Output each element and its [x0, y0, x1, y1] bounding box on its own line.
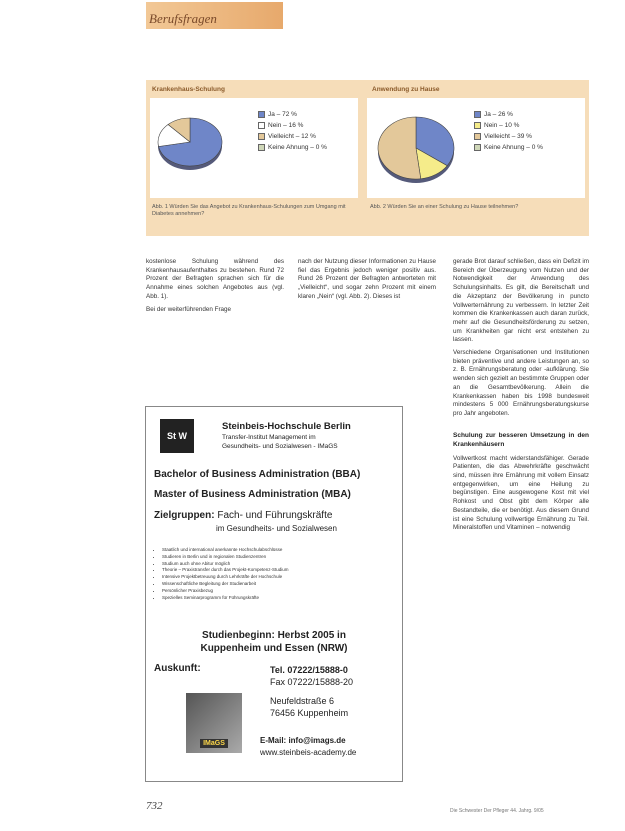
ad-sub2: Gesundheits- und Sozialwesen - IMaGS: [222, 443, 338, 450]
ad-bullet: • Spezielles Seminarprogramm für Führungskräfte: [162, 595, 402, 602]
ad-bullet: • Persönlicher Praxisbezug: [162, 588, 402, 595]
legend-item: [258, 142, 327, 153]
legend-swatch: [258, 111, 265, 118]
legend-label: Nein – 16 %: [268, 122, 304, 129]
ad-street: Neufeldstraße 6: [270, 696, 335, 706]
text-column-1: [146, 258, 284, 318]
journal-name: Die Schwester Der Pfleger 44. Jahrg. 9/05: [450, 808, 544, 814]
ad-logo-text: St W: [167, 431, 187, 441]
advertisement: [145, 406, 403, 782]
pie-slice-vielleicht: [378, 117, 421, 179]
text-column-2: [298, 258, 436, 306]
ad-target-label: Zielgruppen:: [154, 510, 215, 521]
ad-logo: [160, 419, 194, 453]
ad-target-sub: im Gesundheits- und Sozialwesen: [216, 524, 337, 533]
ad-org: Steinbeis-Hochschule Berlin: [222, 421, 351, 432]
ad-box-logo-text: IMaGS: [200, 739, 228, 748]
ad-bullets: [152, 547, 402, 601]
figure1-caption: Abb. 1 Würden Sie das Angebot zu Krankenhaus-Schulungen zum Umgang mit Diabetes annehmen?: [152, 204, 346, 217]
figure1-legend: [258, 109, 327, 153]
legend-item: [474, 142, 543, 153]
figure2-pie: [373, 110, 459, 186]
figure1-pie: [154, 112, 226, 172]
legend-label: Ja – 72 %: [268, 111, 297, 118]
ad-degree-1: Bachelor of Business Administration (BBA): [154, 469, 361, 480]
figure2-legend: [474, 109, 543, 153]
legend-swatch: [258, 122, 265, 129]
figure2-caption: Abb. 2 Würden Sie an einer Schulung zu Hause teilnehmen?: [370, 204, 519, 210]
section-header: [146, 2, 283, 29]
ad-sub1: Transfer-Institut Management im: [222, 434, 316, 441]
ad-email: E-Mail: info@imags.de: [260, 736, 346, 745]
page-number: 732: [146, 800, 163, 812]
legend-swatch: [474, 144, 481, 151]
ad-bullet: • Studium auch ohne Abitur möglich: [162, 561, 402, 568]
figure2-title: Anwendung zu Hause: [372, 86, 440, 93]
legend-swatch: [474, 122, 481, 129]
ad-web: www.steinbeis-academy.de: [260, 748, 357, 757]
ad-start-2: Kuppenheim und Essen (NRW): [200, 643, 348, 654]
ad-bullet: • Intensive Projektbetreuung durch Lehrkräfte der Hochschule: [162, 574, 402, 581]
legend-item: [474, 109, 543, 120]
ad-city: 76456 Kuppenheim: [270, 708, 349, 718]
paragraph: Bei der weiterführenden Frage: [146, 305, 232, 313]
subheading: Schulung zur besseren Umsetzung in den Krankenhäusern: [453, 431, 589, 448]
text-column-3: [453, 258, 589, 537]
ad-bullet: • Studieren in Berlin und in regionalen Studienzentren: [162, 554, 402, 561]
legend-label: Keine Ahnung – 0 %: [484, 144, 543, 151]
ad-contact-label: Auskunft:: [154, 663, 201, 674]
ad-degree-2: Master of Business Administration (MBA): [154, 489, 351, 500]
legend-label: Ja – 26 %: [484, 111, 513, 118]
legend-item: [258, 120, 327, 131]
ad-start-1: Studienbeginn: Herbst 2005 in: [202, 630, 346, 641]
legend-item: [258, 131, 327, 142]
legend-swatch: [474, 133, 481, 140]
ad-bullet: • Staatlich und international anerkannte Hochschulabschlüsse: [162, 547, 402, 554]
ad-box-logo: [186, 693, 242, 753]
ad-target-text: Fach- und Führungskräfte: [217, 510, 333, 521]
ad-bullet: • Wissenschaftliche Begleitung der Studienarbeit: [162, 581, 402, 588]
ad-target: [154, 510, 332, 521]
ad-tel: Tel. 07222/15888-0: [270, 665, 348, 675]
legend-item: [474, 120, 543, 131]
legend-label: Keine Ahnung – 0 %: [268, 144, 327, 151]
legend-label: Nein – 10 %: [484, 122, 520, 129]
paragraph: kostenlose Schulung während des Krankenhausaufenthaltes zu bestehen. Rund 72 Prozent der Befragten sprachen sich für die Annahme eines solchen Angebotes aus (vgl. Abb. 1).: [146, 258, 284, 300]
paragraph: Verschiedene Organisationen und Institutionen bieten präventive und andere Leistungen an, so z. B. Ernährungsberatung oder -aufklärung. Sie wenden sich gezielt an bestimmte Gruppen oder an die Gesamtbevölkerung. Allein die Krankenkassen haben bis 1998 bundesweit mindestens 5 000 Ernährungsberatungskurse pro Jahr angeboten.: [453, 349, 589, 417]
paragraph: Vollwertkost macht widerstandsfähiger. Gerade Patienten, die das Abwehrkräfte geschwächt sind, müssen ihre Ernährung mit vollem Einsatz entgegenwirken, um eine Heilung zu begünstigen. Eine ausgewogene Kost mit viel Rohkost und Obst gibt dem Körper alle Bestandteile, die er benötigt. Aus diesem Grund ist eine Schulung vollwertige Ernährung zu Teil. Mineralstoffen und Vitaminen – notwendig: [453, 454, 589, 532]
section-title: Berufsfragen: [149, 11, 217, 26]
legend-item: [474, 131, 543, 142]
legend-label: Vielleicht – 39 %: [484, 133, 532, 140]
legend-item: [258, 109, 327, 120]
paragraph: gerade Brot darauf schließen, dass ein Defizit im Bereich der Überzeugung vom Nutzen und der Notwendigkeit der Anwendung des Schulungsinhalts. Es gilt, die Bereitschaft und die Akzeptanz der Bevölkerung in puncto Vollwerternährung zu verbessern. In letzter Zeit kommen die Krankenkassen auch daran zurück, mehr auf die Gesundheitsförderung zu setzen, um Krankheiten gar nicht erst entstehen zu lassen.: [453, 258, 589, 344]
legend-swatch: [258, 144, 265, 151]
legend-label: Vielleicht – 12 %: [268, 133, 316, 140]
legend-swatch: [474, 111, 481, 118]
paragraph: nach der Nutzung dieser Informationen zu Hause fiel das Ergebnis jedoch weniger positiv aus. Rund 26 Prozent der Befragten antworteten mit „Vielleicht“, und sogar zehn Prozent mit einem klaren „Nein“ (vgl. Abb. 2). Dieses ist: [298, 258, 436, 300]
legend-swatch: [258, 133, 265, 140]
ad-bullet: • Theorie – Praxistransfer durch das Projekt-Kompetenz-Studium: [162, 567, 402, 574]
figure1-title: Krankenhaus-Schulung: [152, 86, 225, 93]
ad-fax: Fax 07222/15888-20: [270, 677, 354, 687]
